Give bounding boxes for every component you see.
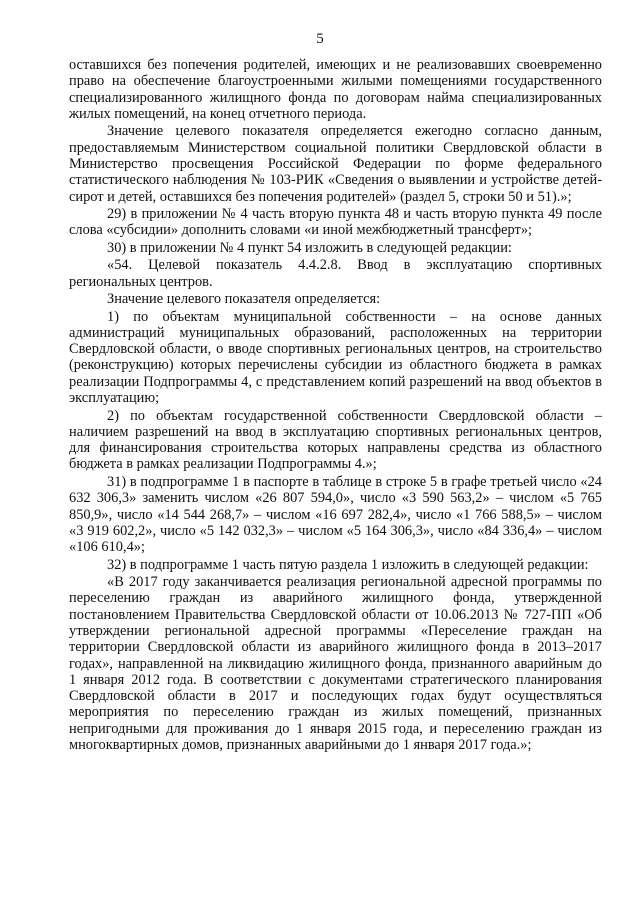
paragraph-item-32: 32) в подпрограмме 1 часть пятую раздела 1 изложить в следующей редакции: xyxy=(107,556,589,573)
paragraph-indicator-54: «54. Целевой показатель 4.4.2.8. Ввод в эксплуатацию спортивных региональных центров. xyxy=(69,257,602,290)
paragraph-indicator-defined: Значение целевого показателя определяется: xyxy=(107,291,381,308)
page-number: 5 xyxy=(316,31,324,47)
paragraph-item-30: 30) в приложении № 4 пункт 54 изложить в следующей редакции: xyxy=(107,239,512,256)
paragraph-item-29: 29) в приложении № 4 часть вторую пункта 48 и часть вторую пункта 49 после слова «субсидии» дополнить словами «и иной межбюджетный трансферт»; xyxy=(69,206,602,239)
paragraph-municipal-objects: 1) по объектам муниципальной собственности – на основе данных администраций муниципальных образований, расположенных на территории Свердловской области, о вводе спортивных региональных центров, на строительство (реконструкцию) которых перечислены субсидии из областного бюджета в рамках реализации Подпрограммы 4, с представлением копий разрешений на ввод объектов в эксплуатацию; xyxy=(69,308,602,407)
document-body xyxy=(69,57,602,755)
paragraph-indicator-method: Значение целевого показателя определяется ежегодно согласно данным, предоставляемым Министерством социальной политики Свердловской области в Министерство просвещения Российской Федерации по форме федерального статистического наблюдения № 103-РИК «Сведения о выявлении и устройстве детей-сирот и детей, оставшихся без попечения родителей» (раздел 5, строки 50 и 51).»; xyxy=(69,123,602,205)
paragraph-continuation: оставшихся без попечения родителей, имеющих и не реализовавших своевременно право на обеспечение благоустроенными жилыми помещениями государственного специализированного жилищного фонда по договорам найма специализированных жилых помещений, на конец отчетного периода. xyxy=(69,57,602,122)
paragraph-new-wording: «В 2017 году заканчивается реализация региональной адресной программы по переселению граждан из аварийного жилищного фонда, утвержденной постановлением Правительства Свердловской области от 10.06.2013 № 727-ПП «Об утверждении региональной адресной программы «Переселение граждан на территории Свердловской области из аварийного жилищного фонда в 2013–2017 годах», направленной на ликвидацию жилищного фонда, признанного аварийным до 1 января 2012 года. В соответствии с документами стратегического планирования Свердловской области в 2017 и последующих годах будут осуществляться мероприятия по переселению граждан из жилых помещений, признанных непригодными для проживания до 1 января 2015 года, и переселению граждан из многоквартирных домов, признанных аварийными до 1 января 2017 года.»; xyxy=(69,574,602,754)
paragraph-state-objects: 2) по объектам государственной собственности Свердловской области – наличием разрешений на ввод в эксплуатацию спортивных региональных центров, для финансирования строительства которых направлены средства из областного бюджета в рамках реализации Подпрограммы 4.»; xyxy=(69,407,602,473)
paragraph-item-31: 31) в подпрограмме 1 в паспорте в таблице в строке 5 в графе третьей число «24 632 306,3» заменить числом «26 807 594,0», число «3 590 563,2» – числом «5 765 850,9», число «14 544 268,7» – числом «16 697 282,4», число «1 766 588,5» – числом «3 919 602,2», число «5 142 032,3» – числом «5 164 306,3», число «84 336,4» – числом «106 610,4»; xyxy=(69,473,602,556)
